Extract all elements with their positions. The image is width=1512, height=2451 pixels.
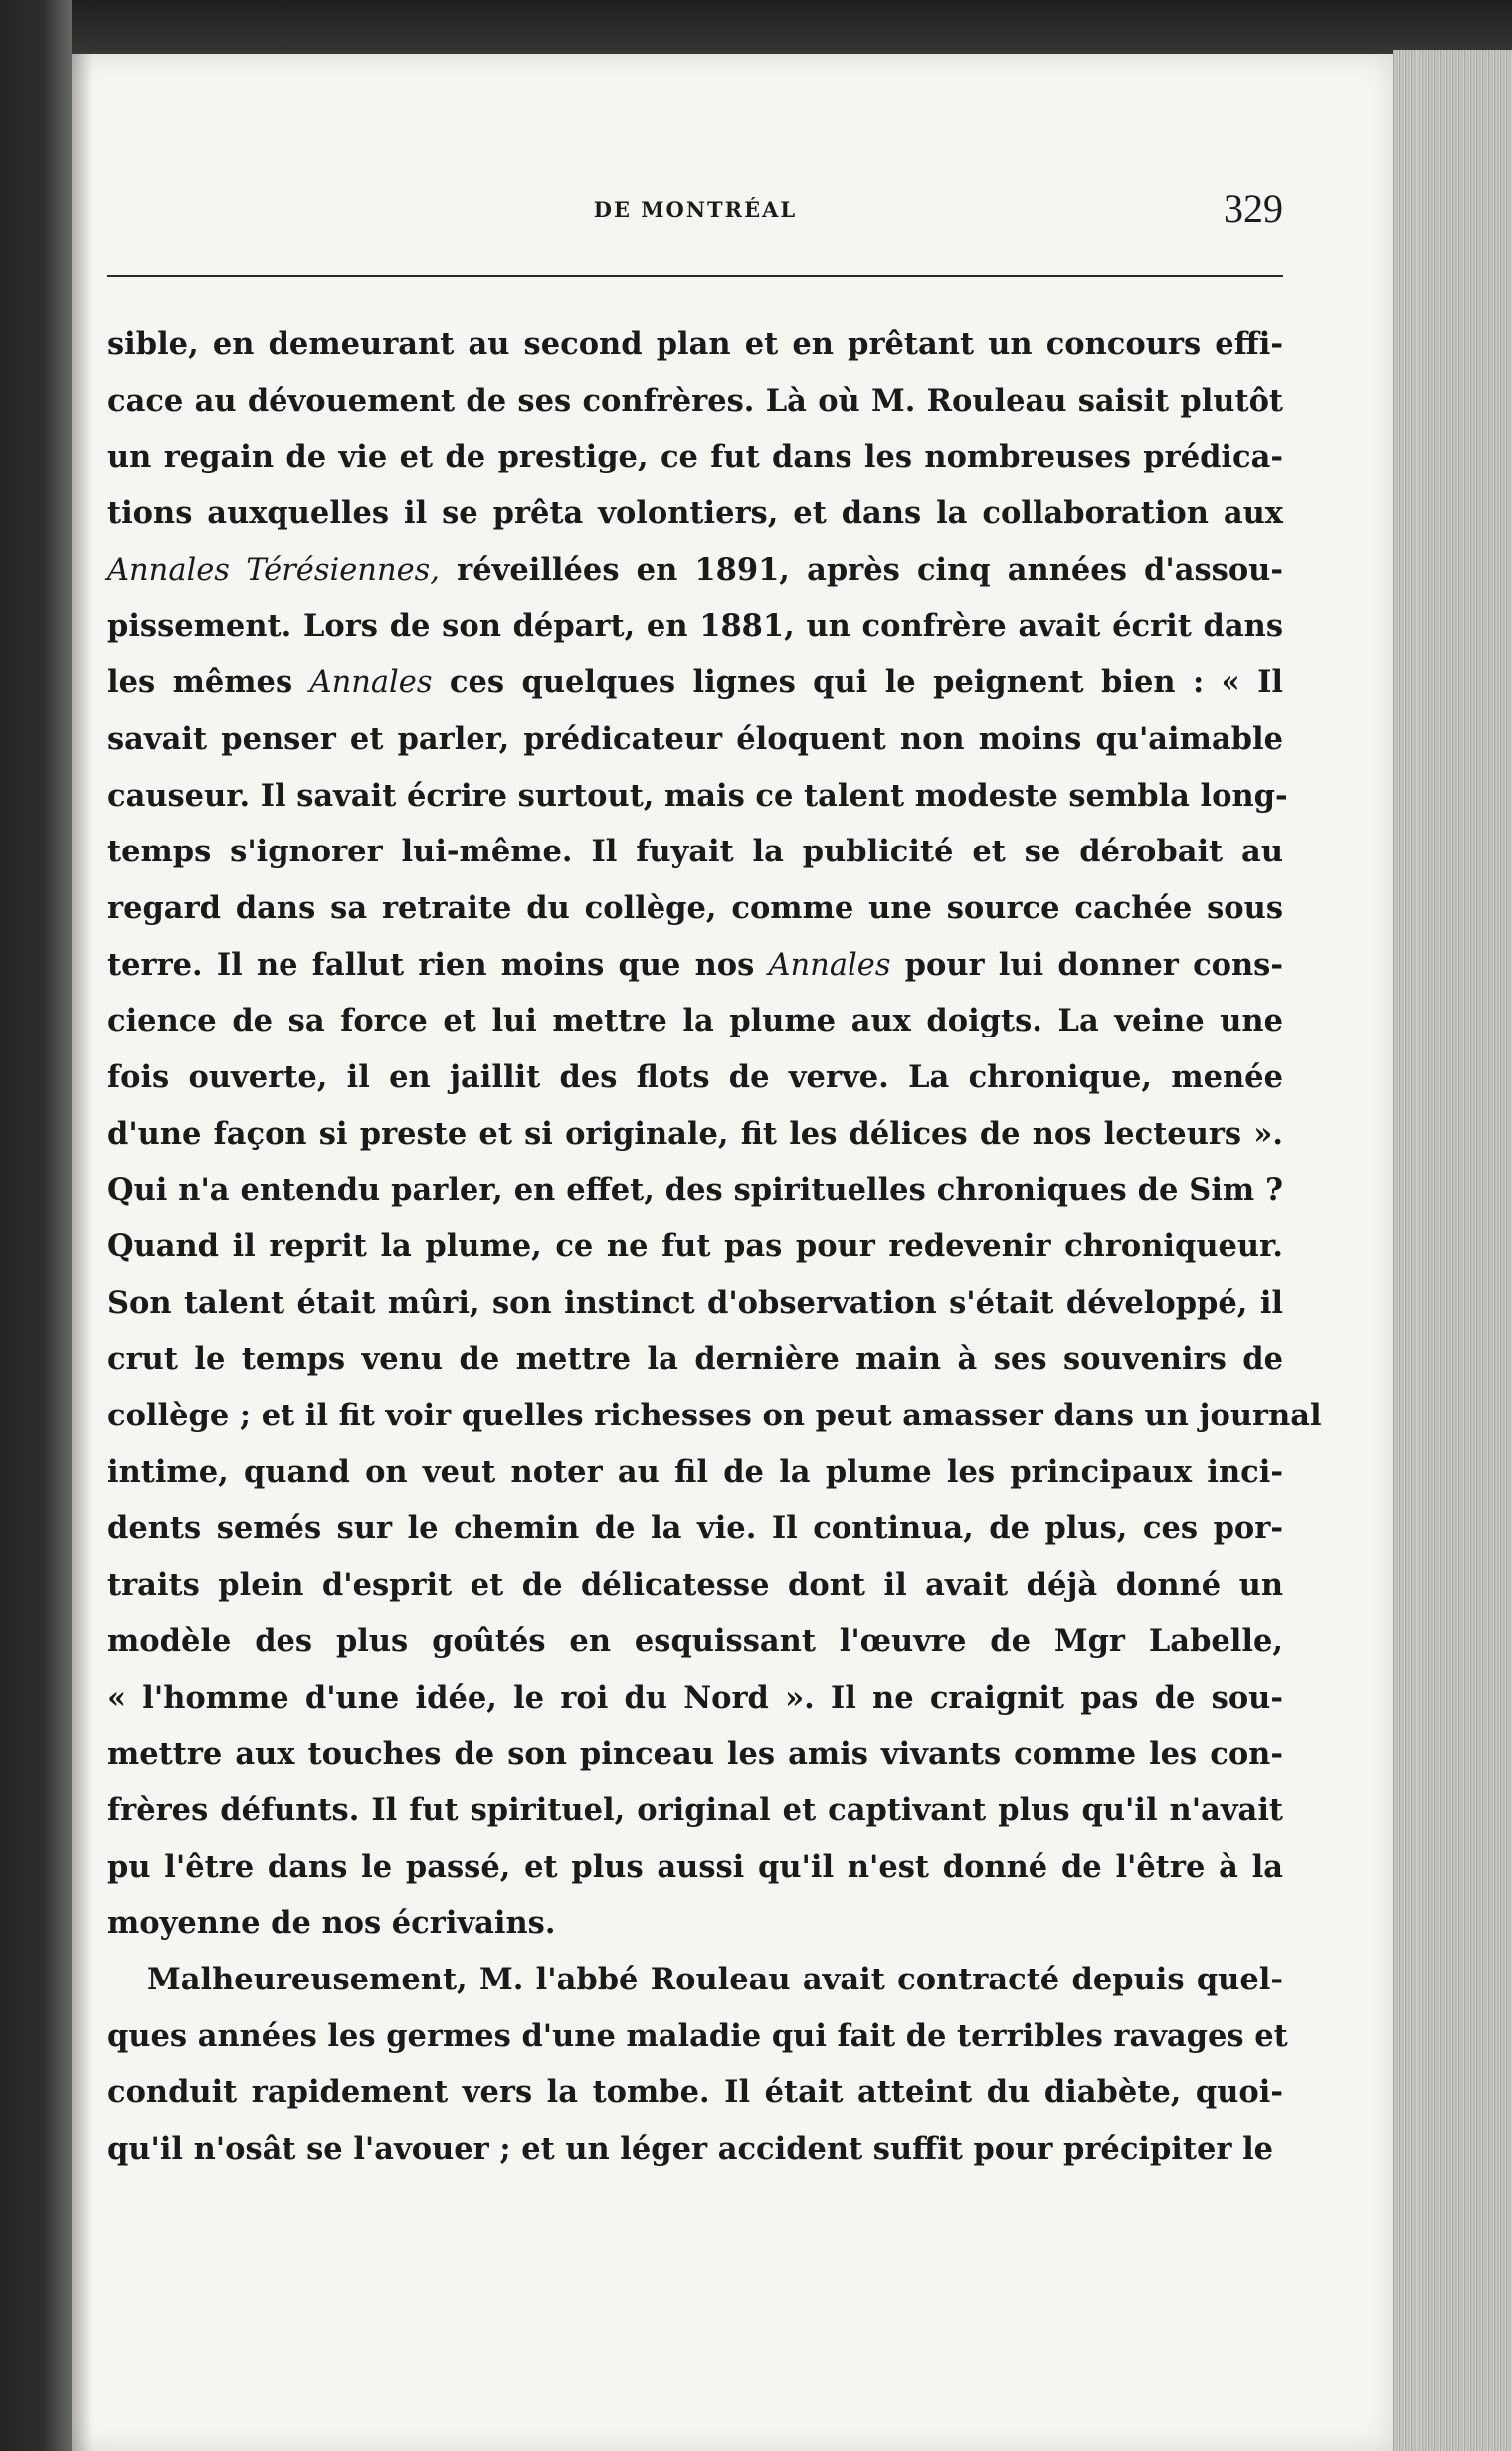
header-rule bbox=[107, 275, 1283, 277]
text-line: qu'il n'osât se l'avouer ; et un léger accident suffit pour précipiter le bbox=[107, 2131, 1274, 2167]
text-line: Quand il reprit la plume, ce ne fut pas pour redevenir chroniqueur. bbox=[107, 1228, 1283, 1264]
text-line: pissement. Lors de son départ, en 1881, un confrère avait écrit dans bbox=[107, 608, 1283, 645]
italic-title: Annales Térésiennes, bbox=[107, 552, 440, 588]
text-line: cace au dévouement de ses confrères. Là où M. Rouleau saisit plutôt bbox=[107, 382, 1283, 419]
text-line: dents semés sur le chemin de la vie. Il continua, de plus, ces por- bbox=[107, 1510, 1283, 1547]
facing-page-edge bbox=[0, 0, 72, 2451]
text-line: collège ; et il fit voir quelles richesses on peut amasser dans un journal bbox=[107, 1398, 1322, 1434]
text-line: Malheureusement, M. l'abbé Rouleau avait contracté depuis quel- bbox=[147, 1961, 1283, 1997]
italic-title: Annales bbox=[309, 665, 433, 701]
text-line: regard dans sa retraite du collège, comme une source cachée sous bbox=[107, 889, 1283, 926]
running-title: DE MONTRÉAL bbox=[593, 197, 798, 222]
text-line: Qui n'a entendu parler, en effet, des spirituelles chroniques de Sim ? bbox=[107, 1172, 1283, 1209]
text-line: crut le temps venu de mettre la dernière main à ses souvenirs de bbox=[107, 1341, 1283, 1378]
body-text bbox=[107, 316, 1322, 2177]
text-line bbox=[107, 937, 1283, 994]
text-line: d'une façon si preste et si originale, fit les délices de nos lecteurs ». bbox=[107, 1115, 1283, 1152]
text-line: intime, quand on veut noter au fil de la plume les principaux inci- bbox=[107, 1453, 1283, 1490]
text-run: les mêmes bbox=[107, 664, 310, 701]
text-line: traits plein d'esprit et de délicatesse dont il avait déjà donné un bbox=[107, 1567, 1283, 1603]
text-line: savait penser et parler, prédicateur éloquent non moins qu'aimable bbox=[107, 720, 1283, 757]
text-line: « l'homme d'une idée, le roi du Nord ». Il ne craignit pas de sou- bbox=[107, 1679, 1283, 1716]
text-line bbox=[107, 542, 1283, 599]
text-run: terre. Il ne fallut rien moins que nos bbox=[107, 946, 769, 983]
text-line: frères défunts. Il fut spirituel, original et captivant plus qu'il n'avait bbox=[107, 1791, 1283, 1828]
text-line bbox=[107, 655, 1283, 711]
page-number: 329 bbox=[1224, 186, 1283, 231]
text-run: pour lui donner cons- bbox=[890, 946, 1284, 983]
text-line: ques années les germes d'une maladie qui fait de terribles ravages et bbox=[107, 2017, 1288, 2054]
text-run: réveillées en 1891, après cinq années d'assou- bbox=[440, 551, 1283, 588]
text-line: temps s'ignorer lui-même. Il fuyait la publicité et se dérobait au bbox=[107, 834, 1283, 870]
text-line: causeur. Il savait écrire surtout, mais ce talent modeste sembla long- bbox=[107, 777, 1288, 814]
book-page-edges bbox=[1393, 50, 1512, 2451]
text-line: mettre aux touches de son pinceau les amis vivants comme les con- bbox=[107, 1736, 1283, 1773]
text-line: sible, en demeurant au second plan et en prêtant un concours effi- bbox=[107, 326, 1283, 362]
text-line: conduit rapidement vers la tombe. Il était atteint du diabète, quoi- bbox=[107, 2074, 1283, 2111]
text-line: modèle des plus goûtés en esquissant l'œuvre de Mgr Labelle, bbox=[107, 1622, 1283, 1659]
scan-top-border bbox=[0, 0, 1512, 60]
text-line: moyenne de nos écrivains. bbox=[107, 1905, 556, 1942]
text-line: Son talent était mûri, son instinct d'observation s'était développé, il bbox=[107, 1284, 1283, 1321]
paragraph bbox=[107, 316, 1322, 1952]
paragraph bbox=[107, 1952, 1288, 2177]
page-header bbox=[107, 137, 1283, 237]
spine-shadow bbox=[72, 54, 92, 2451]
text-line: pu l'être dans le passé, et plus aussi qu'il n'est donné de l'être à la bbox=[107, 1848, 1283, 1885]
italic-title: Annales bbox=[768, 947, 891, 983]
text-line: fois ouverte, il en jaillit des flots de verve. La chronique, menée bbox=[107, 1058, 1283, 1095]
text-line: cience de sa force et lui mettre la plume aux doigts. La veine une bbox=[107, 1003, 1283, 1039]
text-line: un regain de vie et de prestige, ce fut dans les nombreuses prédica- bbox=[107, 439, 1283, 475]
text-run: ces quelques lignes qui le peignent bien : « Il bbox=[432, 664, 1283, 701]
text-line: tions auxquelles il se prêta volontiers, et dans la collaboration aux bbox=[107, 495, 1283, 532]
